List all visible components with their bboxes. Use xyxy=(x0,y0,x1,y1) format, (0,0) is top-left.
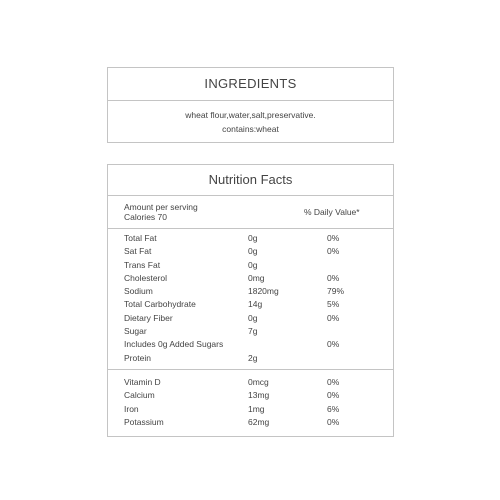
nutrient-amount: 0mg xyxy=(248,272,265,283)
nutrient-percent: 0% xyxy=(327,246,340,257)
nutrient-name: Sodium xyxy=(124,286,153,297)
nutrient-row xyxy=(108,377,393,390)
ingredients-panel xyxy=(107,67,394,143)
nutrient-name: Trans Fat xyxy=(124,259,161,270)
nutrient-name: Total Carbohydrate xyxy=(124,299,196,310)
nutrient-row xyxy=(108,233,393,246)
ingredients-title: INGREDIENTS xyxy=(108,68,393,101)
nutrient-row xyxy=(108,353,393,366)
nutrient-percent: 79% xyxy=(327,286,345,297)
nutrient-amount: 0g xyxy=(248,259,258,270)
nutrient-name: Potassium xyxy=(124,416,164,427)
nutrient-percent: 0% xyxy=(327,339,340,350)
nutrient-row xyxy=(108,246,393,259)
nutrient-name: Cholesterol xyxy=(124,272,167,283)
nutrient-amount: 0g xyxy=(248,233,258,243)
nutrient-row xyxy=(108,313,393,326)
nutrient-name: Sat Fat xyxy=(124,246,152,257)
nutrient-row xyxy=(108,390,393,403)
nutrient-name: Total Fat xyxy=(124,233,157,243)
nutrient-percent: 0% xyxy=(327,272,340,283)
ingredients-list: wheat flour,water,salt,preservative. xyxy=(185,110,316,120)
nutrition-facts-panel xyxy=(107,164,394,437)
nutrient-row xyxy=(108,299,393,312)
nutrient-amount: 62mg xyxy=(248,416,270,427)
nutrient-row xyxy=(108,404,393,417)
nutrient-name: Sugar xyxy=(124,326,147,337)
nutrient-percent: 0% xyxy=(327,390,340,401)
nutrient-percent: 5% xyxy=(327,299,340,310)
nutrient-name: Dietary Fiber xyxy=(124,312,173,323)
vitamin-mineral-list xyxy=(108,370,393,430)
nutrition-title: Nutrition Facts xyxy=(108,165,393,196)
serving-info xyxy=(108,196,393,229)
nutrient-amount: 13mg xyxy=(248,390,270,401)
nutrient-percent: 0% xyxy=(327,377,340,387)
nutrient-row xyxy=(108,417,393,430)
nutrient-list xyxy=(108,229,393,370)
nutrient-amount: 1820mg xyxy=(248,286,279,297)
nutrient-name: Includes 0g Added Sugars xyxy=(124,339,224,350)
nutrient-name: Iron xyxy=(124,403,139,414)
nutrient-percent: 0% xyxy=(327,233,340,243)
nutrient-row xyxy=(108,286,393,299)
calories-label: Calories 70 xyxy=(124,212,167,222)
allergen-statement: contains:wheat xyxy=(222,124,279,134)
nutrient-row xyxy=(108,326,393,339)
ingredients-body xyxy=(108,101,393,136)
nutrient-amount: 0mcg xyxy=(248,377,269,387)
nutrient-percent: 0% xyxy=(327,416,340,427)
nutrient-amount: 0g xyxy=(248,246,258,257)
daily-value-header: % Daily Value* xyxy=(304,207,360,217)
nutrient-amount: 14g xyxy=(248,299,263,310)
nutrient-row xyxy=(108,339,393,352)
nutrient-name: Protein xyxy=(124,352,151,363)
nutrient-percent: 6% xyxy=(327,403,340,414)
nutrient-name: Vitamin D xyxy=(124,377,161,387)
nutrient-amount: 2g xyxy=(248,352,258,363)
nutrient-amount: 1mg xyxy=(248,403,265,414)
nutrient-amount: 0g xyxy=(248,312,258,323)
amount-per-serving-label: Amount per serving xyxy=(124,202,198,212)
nutrient-row xyxy=(108,273,393,286)
nutrient-row xyxy=(108,260,393,273)
nutrient-amount: 7g xyxy=(248,326,258,337)
nutrient-percent: 0% xyxy=(327,312,340,323)
nutrient-name: Calcium xyxy=(124,390,155,401)
